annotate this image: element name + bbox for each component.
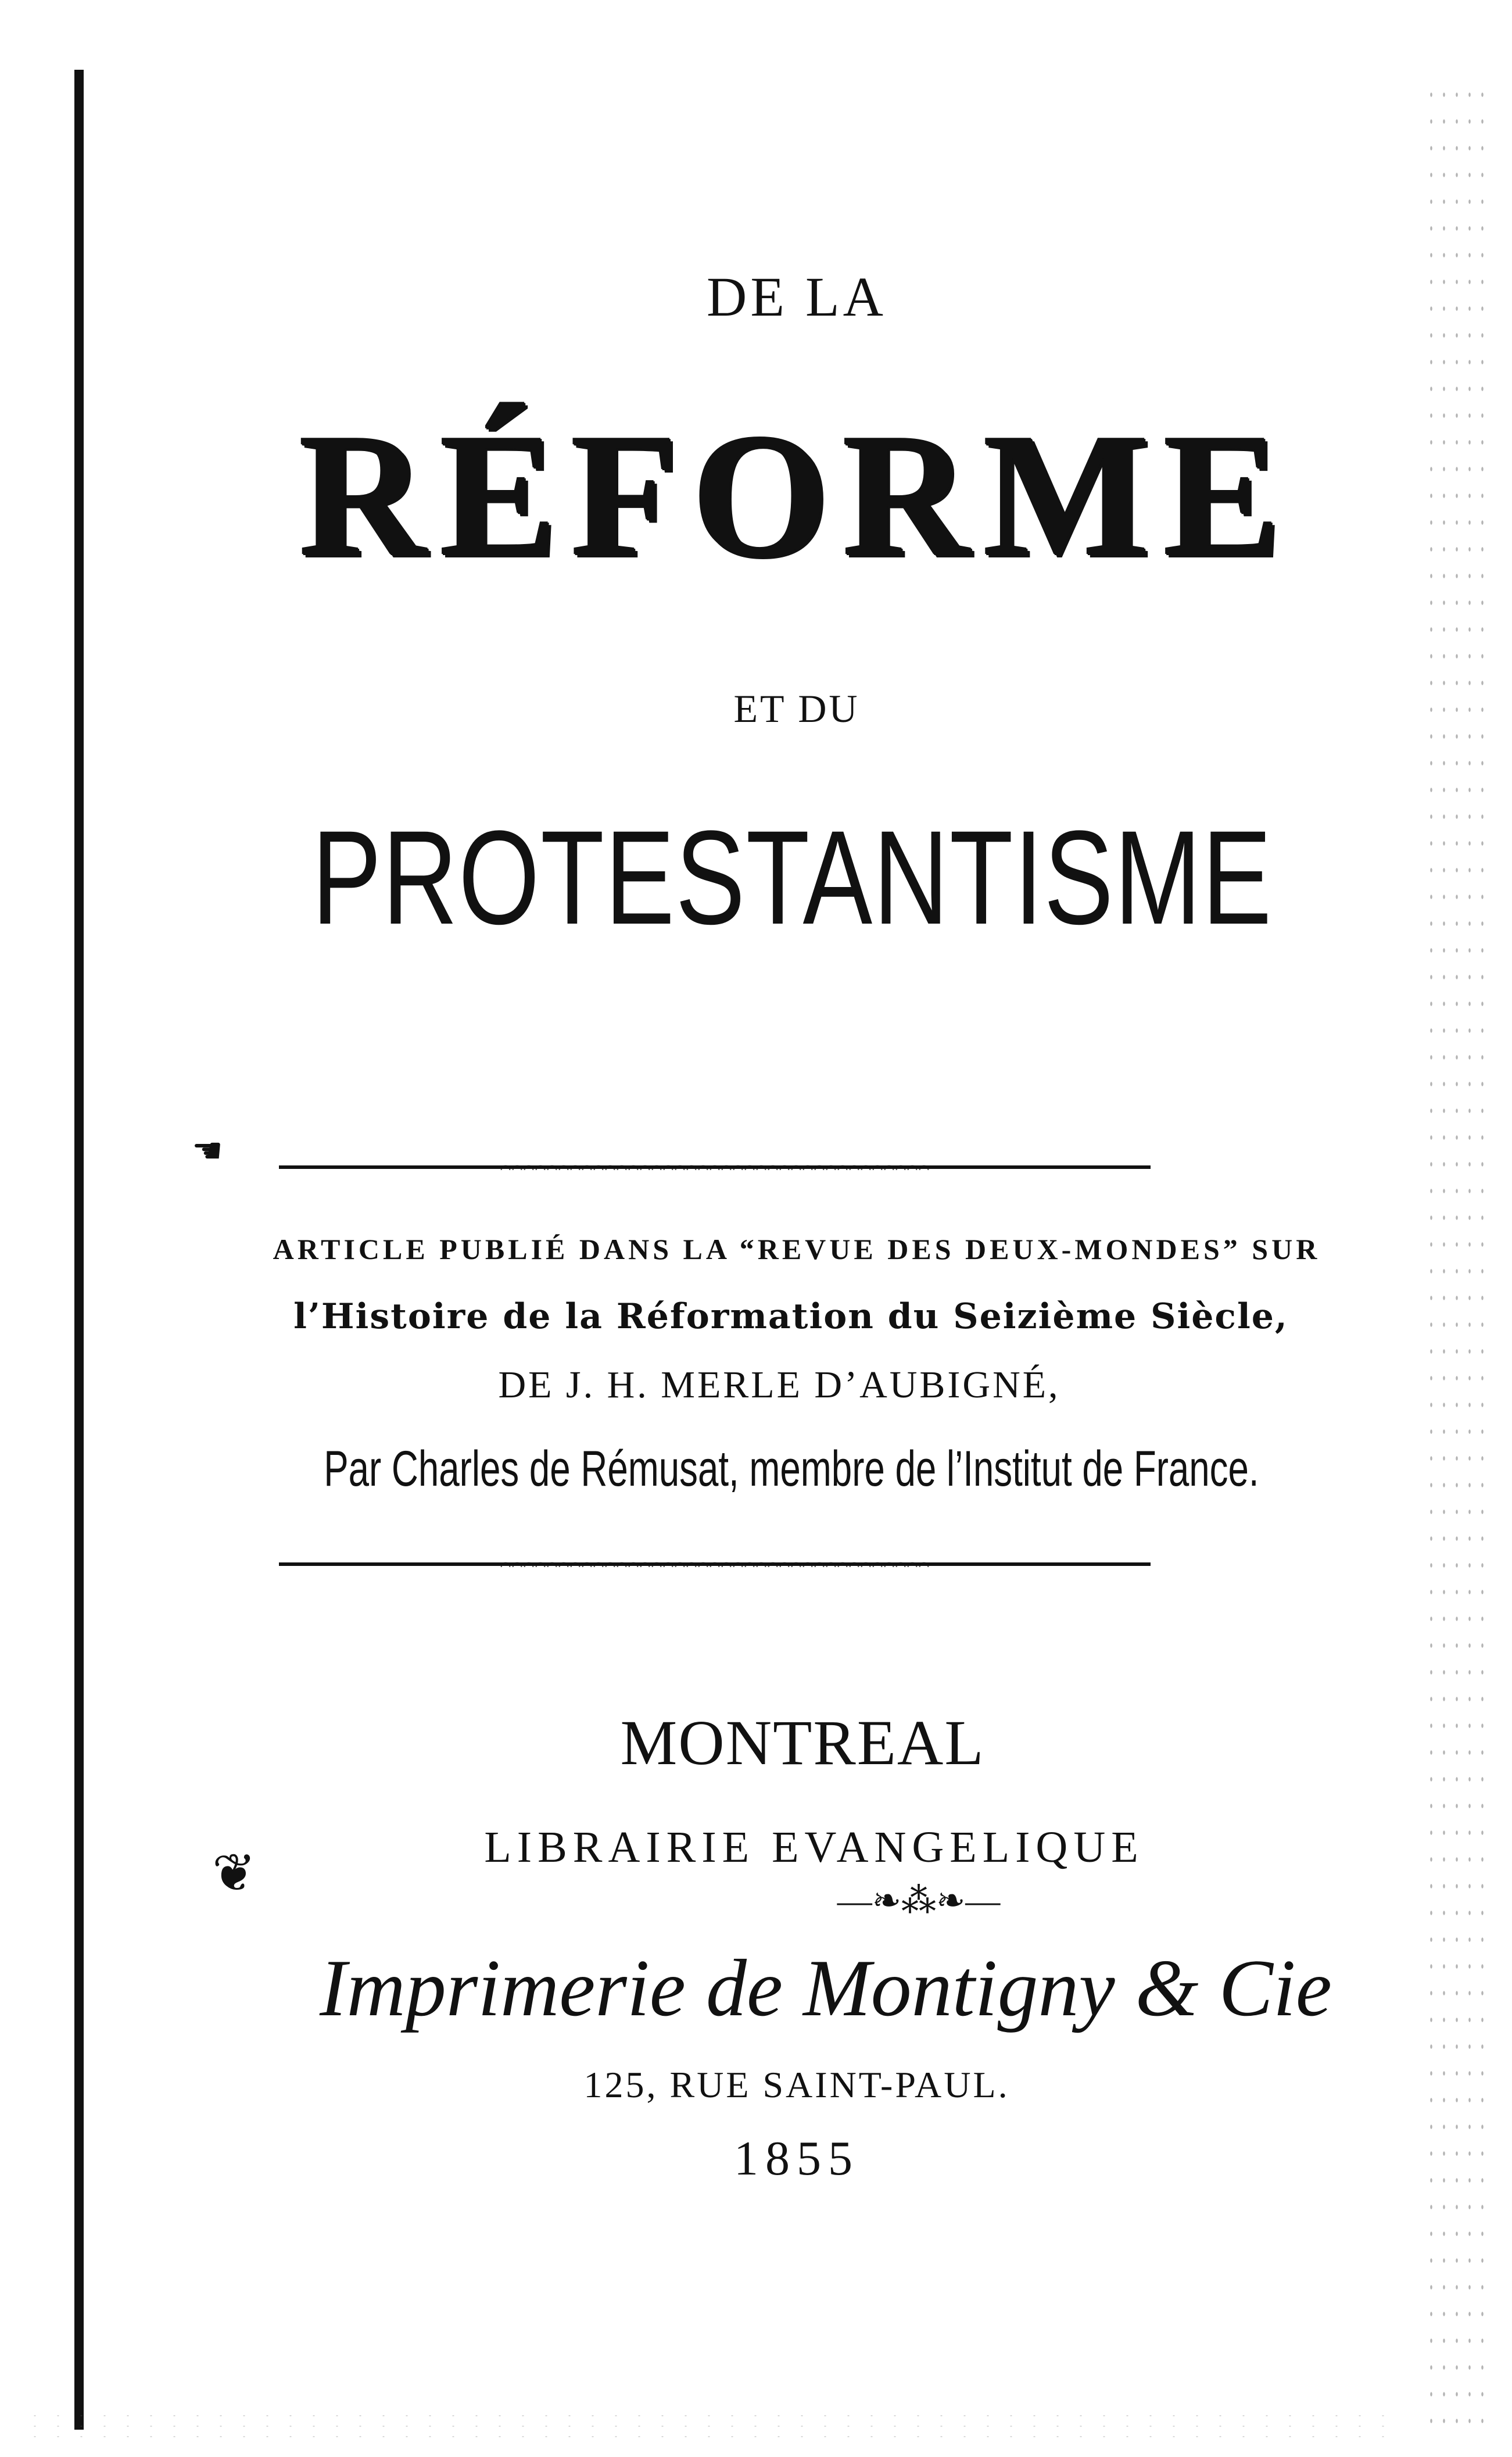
decorative-rule-top (279, 1165, 1151, 1169)
ornament-divider-icon: —❧⁂❧— (837, 1882, 1001, 1920)
city-name: MONTREAL (620, 1707, 985, 1778)
printer-name: Imprimerie de Montigny & Cie (320, 1943, 1332, 2033)
article-line: ARTICLE PUBLIÉ DANS LA “REVUE DES DEUX-MONDES” SUR (273, 1233, 1321, 1265)
pointing-hand-icon: ☚ (192, 1131, 223, 1171)
author-line: DE J. H. MERLE D’AUBIGNÉ, (498, 1364, 1060, 1406)
bottom-edge-speckle (23, 2410, 1396, 2445)
heading-reforme (0, 397, 1512, 593)
heading-et-du: ET DU (733, 686, 860, 731)
heading-reforme-text: RÉFORME (299, 397, 1295, 593)
par-line: Par Charles de Rémusat, membre de l’Institut de France. (324, 1441, 1259, 1497)
heading-de-la: DE LA (707, 266, 887, 328)
decorative-rule-bottom (279, 1562, 1151, 1566)
flourish-icon: ❦ (212, 1843, 256, 1904)
publisher-name: LIBRAIRIE EVANGELIQUE (484, 1823, 1144, 1872)
printer-address: 125, RUE SAINT-PAUL. (583, 2064, 1010, 2105)
heading-protestantisme: PROTESTANTISME (311, 803, 1273, 952)
histoire-line: l’Histoire de la Réformation du Seizième Siècle, (293, 1296, 1288, 1337)
publication-year: 1855 (734, 2131, 859, 2186)
